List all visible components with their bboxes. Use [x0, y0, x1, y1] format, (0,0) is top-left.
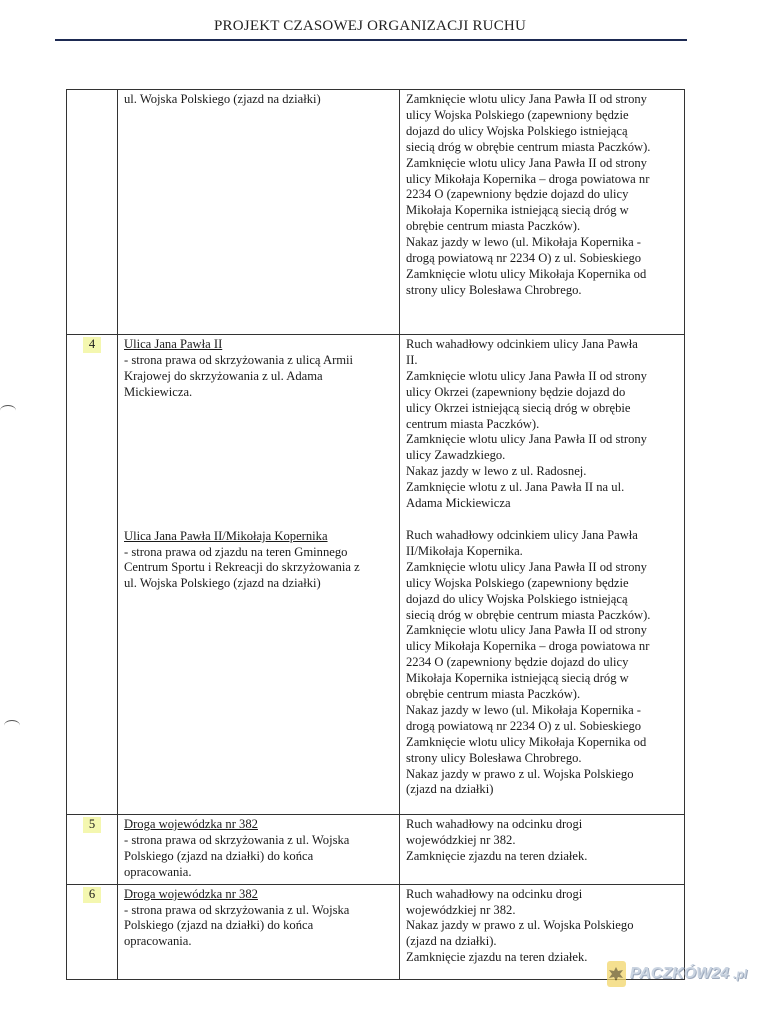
- section-desc-line: Centrum Sportu i Rekreacji do skrzyżowania z: [124, 560, 360, 575]
- measure-line: dojazd do ulicy Wojska Polskiego istniejącą: [406, 591, 628, 606]
- measure-line: Zamknięcie wlotu ulicy Jana Pawła II od strony: [406, 432, 647, 447]
- measure-line: ulicy Wojska Polskiego (zapewniony będzie: [406, 107, 629, 122]
- section-desc-line: Polskiego (zjazd na działki) do końca: [124, 918, 314, 933]
- measure-line: II/Mikołaja Kopernika.: [406, 543, 523, 558]
- measure-line: wojewódzkiej nr 382.: [406, 902, 516, 917]
- section-desc-line: - strona prawa od zjazdu na teren Gminnego: [124, 544, 348, 559]
- section-title: Droga wojewódzka nr 382: [124, 817, 258, 831]
- section-desc-line: Mickiewicza.: [124, 384, 193, 399]
- measure-line: Mikołaja Kopernika istniejącą siecią dróg w: [406, 203, 629, 218]
- row-number-cell: [67, 90, 118, 335]
- measure-line: centrum miasta Paczków).: [406, 416, 540, 431]
- location-cell: [118, 335, 400, 815]
- measure-line: (zjazd na działki).: [406, 934, 497, 949]
- measure-line: Zamknięcie zjazdu na teren działek.: [406, 848, 588, 863]
- row-number: 5: [83, 817, 101, 833]
- measure-line: drogą powiatową nr 2234 O) z ul. Sobieskiego: [406, 251, 642, 266]
- table-row: [67, 90, 685, 335]
- table-row: [67, 815, 685, 885]
- measure-line: obrębie centrum miasta Paczków).: [406, 687, 581, 702]
- measure-line: (zjazd na działki): [406, 782, 494, 797]
- margin-punch-mark: [4, 720, 20, 731]
- measures-cell: [400, 335, 685, 815]
- measure-line: Nakaz jazdy w lewo (ul. Mikołaja Kopernika -: [406, 702, 642, 717]
- measure-line: wojewódzkiej nr 382.: [406, 832, 516, 847]
- row-number-cell: [67, 335, 118, 815]
- measure-line: drogą powiatową nr 2234 O) z ul. Sobieskiego: [406, 718, 642, 733]
- measure-line: Nakaz jazdy w prawo z ul. Wojska Polskiego: [406, 766, 634, 781]
- margin-punch-mark: [0, 405, 16, 416]
- measure-line: Zamknięcie wlotu z ul. Jana Pawła II na ul.: [406, 480, 625, 495]
- measures-cell: [400, 90, 685, 335]
- location-cell: [118, 884, 400, 979]
- measure-line: obrębie centrum miasta Paczków).: [406, 219, 581, 234]
- measure-line: Mikołaja Kopernika istniejącą siecią dróg w: [406, 671, 629, 686]
- measure-line: ulicy Mikołaja Kopernika – droga powiatowa nr: [406, 171, 650, 186]
- measure-line: ulicy Wojska Polskiego (zapewniony będzie: [406, 575, 629, 590]
- section-desc-line: opracowania.: [124, 934, 192, 949]
- section-desc-line: - strona prawa od skrzyżowania z ulicą Armii: [124, 352, 354, 367]
- site-watermark: [607, 960, 747, 988]
- header-rule: [55, 39, 687, 41]
- measure-line: ulicy Okrzei (zapewniony będzie dojazd do: [406, 384, 626, 399]
- measure-line: ulicy Mikołaja Kopernika – droga powiatowa nr: [406, 639, 650, 654]
- page-title: PROJEKT CZASOWEJ ORGANIZACJI RUCHU: [214, 18, 526, 34]
- section-desc-line: Polskiego (zjazd na działki) do końca: [124, 848, 314, 863]
- measure-line: siecią dróg w obrębie centrum miasta Paczków).: [406, 607, 651, 622]
- section-title: Ulica Jana Pawła II: [124, 337, 223, 351]
- measure-line: ulicy Okrzei istniejącą siecią dróg w obrębie: [406, 400, 631, 415]
- measure-line: Ruch wahadłowy na odcinku drogi: [406, 886, 583, 901]
- measure-line: ulicy Zawadzkiego.: [406, 448, 506, 463]
- measure-line: Zamknięcie wlotu ulicy Jana Pawła II od strony: [406, 559, 647, 574]
- section-desc-line: Krajowej do skrzyżowania z ul. Adama: [124, 368, 323, 383]
- measure-line: II.: [406, 352, 418, 367]
- traffic-organization-table: [66, 89, 685, 980]
- measure-line: Zamknięcie wlotu ulicy Jana Pawła II od strony: [406, 155, 647, 170]
- section-desc-line: - strona prawa od skrzyżowania z ul. Wojska: [124, 902, 350, 917]
- measures-cell: [400, 815, 685, 885]
- measure-line: Zamknięcie wlotu ulicy Jana Pawła II od strony: [406, 92, 647, 106]
- eagle-crest-icon: [607, 961, 626, 987]
- row-number-cell: [67, 815, 118, 885]
- location-cell: [118, 815, 400, 885]
- measure-line: Nakaz jazdy w prawo z ul. Wojska Polskiego: [406, 918, 634, 933]
- measure-line: Zamknięcie wlotu ulicy Mikołaja Kopernika od: [406, 734, 647, 749]
- watermark-text: PACZKÓW24: [629, 965, 729, 982]
- measure-line: 2234 O (zapewniony będzie dojazd do ulicy: [406, 655, 629, 670]
- location-cell: [118, 90, 400, 335]
- measure-line: Zamknięcie wlotu ulicy Jana Pawła II od strony: [406, 623, 647, 638]
- measure-line: Ruch wahadłowy odcinkiem ulicy Jana Pawła: [406, 337, 638, 351]
- measure-line: strony ulicy Bolesława Chrobrego.: [406, 750, 582, 765]
- measure-line: dojazd do ulicy Wojska Polskiego istniejącą: [406, 123, 628, 138]
- section-title: Droga wojewódzka nr 382: [124, 886, 258, 901]
- measure-line: strony ulicy Bolesława Chrobrego.: [406, 282, 582, 297]
- measure-line: Zamknięcie zjazdu na teren działek.: [406, 950, 588, 965]
- watermark-suffix: .pl: [733, 967, 747, 981]
- measure-line: Zamknięcie wlotu ulicy Mikołaja Kopernika od: [406, 266, 647, 281]
- measure-line: 2234 O (zapewniony będzie dojazd do ulicy: [406, 187, 629, 202]
- table-row: [67, 335, 685, 815]
- location-desc: ul. Wojska Polskiego (zjazd na działki): [124, 92, 321, 106]
- measure-line: Nakaz jazdy w lewo z ul. Radosnej.: [406, 464, 587, 479]
- measure-line: Adama Mickiewicza: [406, 496, 511, 511]
- section-desc-line: opracowania.: [124, 864, 192, 879]
- table-row: [67, 884, 685, 979]
- section-title: Ulica Jana Pawła II/Mikołaja Kopernika: [124, 528, 328, 543]
- measure-line: Zamknięcie wlotu ulicy Jana Pawła II od strony: [406, 368, 647, 383]
- measure-line: Ruch wahadłowy na odcinku drogi: [406, 817, 583, 831]
- row-number-cell: [67, 884, 118, 979]
- measure-line: siecią dróg w obrębie centrum miasta Paczków).: [406, 139, 651, 154]
- section-desc-line: ul. Wojska Polskiego (zjazd na działki): [124, 576, 321, 591]
- measure-line: Nakaz jazdy w lewo (ul. Mikołaja Kopernika -: [406, 235, 642, 250]
- measure-line: Ruch wahadłowy odcinkiem ulicy Jana Pawła: [406, 527, 638, 542]
- row-number: 6: [83, 887, 101, 903]
- section-desc-line: - strona prawa od skrzyżowania z ul. Wojska: [124, 832, 350, 847]
- row-number: 4: [83, 337, 101, 353]
